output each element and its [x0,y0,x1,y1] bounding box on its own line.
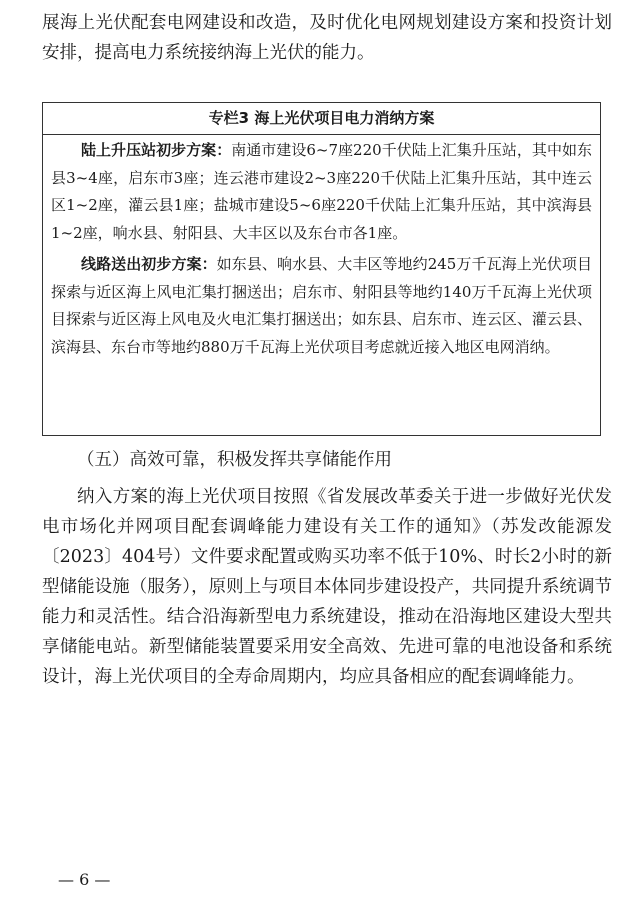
box-body [43,135,600,361]
section-heading: （五）高效可靠，积极发挥共享储能作用 [77,450,392,470]
column-box [42,102,601,436]
page-number: — 6 — [58,870,111,889]
body-paragraph: 纳入方案的海上光伏项目按照《省发展改革委关于进一步做好光伏发电市场化并网项目配套调峰能力建设有关工作的通知》（苏发改能源发〔2023〕404号）文件要求配置或购买功率不低于10%、时长2小时的新型储能设施（服务），原则上与项目本体同步建设投产，共同提升系统调节能力和灵活性。结合沿海新型电力系统建设，推动在沿海地区建设大型共享储能电站。新型储能装置要采用安全高效、先进可靠的电池设备和系统设计，海上光伏项目的全寿命周期内，均应具备相应的配套调峰能力。 [42,487,612,687]
intro-paragraph: 展海上光伏配套电网建设和改造，及时优化电网规划建设方案和投资计划安排，提高电力系统接纳海上光伏的能力。 [42,13,612,63]
box-title: 专栏3 海上光伏项目电力消纳方案 [43,103,600,135]
substation-plan [51,137,592,247]
line-plan-label: 线路送出初步方案： [81,255,217,273]
substation-plan-text: 南通市建设6~7座220千伏陆上汇集升压站，其中如东县3~4座，启东市3座；连云港市建设2~3座220千伏陆上汇集升压站，其中连云区1~2座，灌云县1座；盐城市建设5~6座220千伏陆上汇集升压站，其中滨海县1~2座，响水县、射阳县、大丰区以及东台市各1座。 [51,141,592,242]
line-plan-text: 如东县、响水县、大丰区等地约245万千瓦海上光伏项目探索与近区海上风电汇集打捆送出；启东市、射阳县等地约140万千瓦海上光伏项目探索与近区海上风电及火电汇集打捆送出；如东县、启东市、连云区、灌云县、滨海县、东台市等地约880万千瓦海上光伏项目考虑就近接入地区电网消纳。 [51,255,592,356]
line-plan [51,251,592,361]
substation-plan-label: 陆上升压站初步方案： [81,141,232,159]
